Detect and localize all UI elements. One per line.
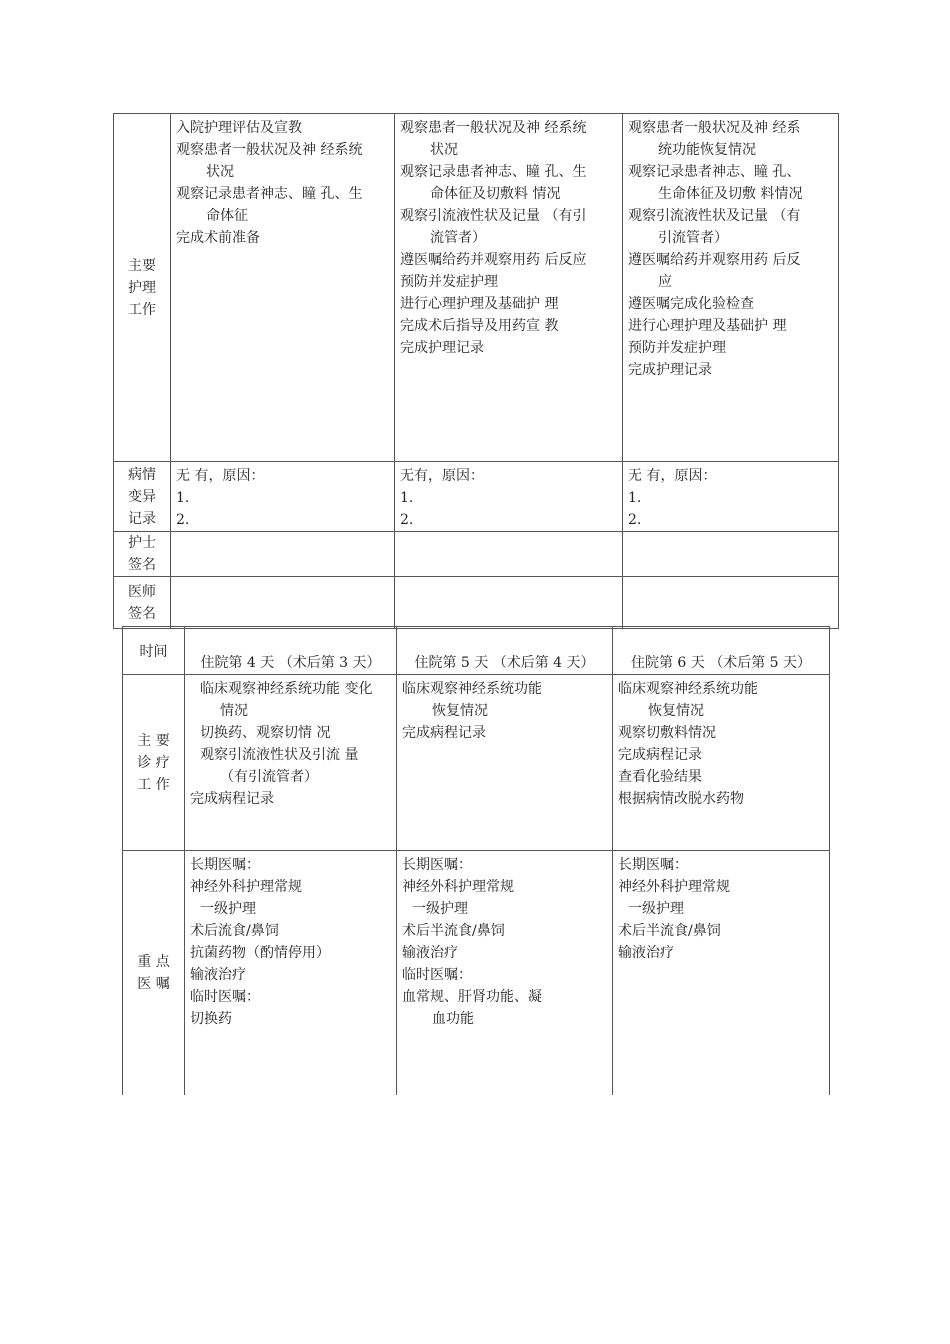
cell-line: 临时医嘱： bbox=[190, 989, 260, 1005]
nursing-work-row bbox=[114, 114, 839, 462]
row-label bbox=[114, 462, 171, 532]
day-cell bbox=[623, 114, 839, 462]
cell-line: 查看化验结果 bbox=[618, 769, 702, 785]
cell-line: 进行心理护理及基础护 理 bbox=[400, 296, 559, 312]
cell-line: 观察引流液性状及记量 （有引 bbox=[400, 208, 587, 224]
cell-line: 血功能 bbox=[432, 1011, 474, 1027]
signature-cell[interactable] bbox=[623, 532, 839, 577]
cell-line: 完成病程记录 bbox=[402, 725, 486, 741]
day-cell bbox=[395, 462, 623, 532]
cell-line: 一级护理 bbox=[200, 901, 256, 917]
cell-line: 术后半流食/鼻饲 bbox=[618, 923, 721, 939]
cell-line: 根据病情改脱水药物 bbox=[618, 791, 744, 807]
row-label bbox=[114, 532, 171, 577]
cell-line: 一级护理 bbox=[412, 901, 468, 917]
row-label-text: 护理 bbox=[128, 279, 156, 296]
cell-line: 情况 bbox=[220, 703, 248, 719]
cell-line: 完成护理记录 bbox=[400, 340, 484, 356]
key-orders-row bbox=[123, 851, 830, 1095]
row-label-text: 医 嘱 bbox=[137, 975, 170, 992]
cell-line: 观察记录患者神志、瞳 孔、生 bbox=[400, 164, 587, 180]
row-label bbox=[123, 851, 185, 1095]
row-label bbox=[123, 675, 185, 851]
row-label-text: 签名 bbox=[128, 605, 156, 622]
day-header: 住院第 6 天 （术后第 5 天） bbox=[613, 627, 830, 675]
day-cell bbox=[397, 675, 613, 851]
cell-line: 输液治疗 bbox=[618, 945, 674, 961]
cell-line: 术后流食/鼻饲 bbox=[190, 923, 279, 939]
cell-line: 完成护理记录 bbox=[628, 362, 712, 378]
doctor-signature-row bbox=[114, 577, 839, 629]
nurse-signature-row bbox=[114, 532, 839, 577]
cell-line: 抗菌药物（酌情停用） bbox=[190, 945, 330, 961]
row-label bbox=[114, 114, 171, 462]
cell-line: 无有，原因： bbox=[400, 468, 484, 484]
cell-line: 完成术后指导及用药宣 教 bbox=[400, 318, 559, 334]
signature-cell[interactable] bbox=[623, 577, 839, 629]
time-header-row bbox=[123, 627, 830, 675]
cell-line: 无 有，原因： bbox=[628, 468, 717, 484]
treatment-table bbox=[122, 626, 830, 1095]
cell-line: 观察记录患者神志、瞳 孔、 bbox=[628, 164, 801, 180]
cell-line: 完成病程记录 bbox=[190, 791, 274, 807]
signature-cell[interactable] bbox=[171, 532, 395, 577]
cell-line: 切换药 bbox=[190, 1011, 232, 1027]
cell-line: 状况 bbox=[430, 142, 458, 158]
day-header: 住院第 4 天 （术后第 3 天） bbox=[185, 627, 397, 675]
cell-line: 血常规、肝肾功能、凝 bbox=[402, 989, 542, 1005]
row-label-text: 变异 bbox=[128, 488, 156, 505]
time-label: 时间 bbox=[123, 627, 185, 675]
signature-cell[interactable] bbox=[395, 532, 623, 577]
day-cell bbox=[397, 851, 613, 1095]
cell-line: 遵医嘱完成化验检查 bbox=[628, 296, 754, 312]
row-label-text: 主 要 bbox=[137, 732, 170, 749]
day-cell bbox=[171, 114, 395, 462]
variation-record-row bbox=[114, 462, 839, 532]
day-header: 住院第 5 天 （术后第 4 天） bbox=[397, 627, 613, 675]
day-cell bbox=[613, 851, 830, 1095]
day-cell bbox=[623, 462, 839, 532]
cell-line: 入院护理评估及宣教 bbox=[176, 120, 302, 136]
cell-line: 2. bbox=[400, 512, 414, 528]
cell-line: 恢复情况 bbox=[648, 703, 704, 719]
cell-line: 完成病程记录 bbox=[618, 747, 702, 763]
cell-line: 流管者） bbox=[430, 230, 486, 246]
cell-line: 无 有，原因： bbox=[176, 468, 265, 484]
row-label-text: 重 点 bbox=[137, 953, 170, 970]
cell-line: 引流管者） bbox=[658, 230, 728, 246]
cell-line: 术后半流食/鼻饲 bbox=[402, 923, 505, 939]
cell-line: 1. bbox=[176, 490, 190, 506]
day-cell bbox=[185, 675, 397, 851]
cell-line: 进行心理护理及基础护 理 bbox=[628, 318, 787, 334]
row-label-text: 工 作 bbox=[137, 776, 170, 793]
cell-line: 观察记录患者神志、瞳 孔、生 bbox=[176, 186, 363, 202]
cell-line: 遵医嘱给药并观察用药 后反应 bbox=[400, 252, 587, 268]
cell-line: 输液治疗 bbox=[190, 967, 246, 983]
cell-line: 命体征及切敷料 情况 bbox=[430, 186, 561, 202]
cell-line: 统功能恢复情况 bbox=[658, 142, 756, 158]
cell-line: 命体征 bbox=[206, 208, 248, 224]
cell-line: 临床观察神经系统功能 变化 bbox=[200, 681, 373, 697]
nursing-table bbox=[113, 113, 839, 629]
cell-line: 2. bbox=[628, 512, 642, 528]
cell-line: （有引流管者） bbox=[220, 769, 318, 785]
cell-line: 状况 bbox=[206, 164, 234, 180]
cell-line: 一级护理 bbox=[628, 901, 684, 917]
cell-line: 生命体征及切敷 料情况 bbox=[658, 186, 803, 202]
treatment-work-row bbox=[123, 675, 830, 851]
cell-line: 输液治疗 bbox=[402, 945, 458, 961]
cell-line: 临床观察神经系统功能 bbox=[618, 681, 758, 697]
row-label-text: 记录 bbox=[128, 510, 156, 527]
cell-line: 切换药、观察切情 况 bbox=[200, 725, 331, 741]
signature-cell[interactable] bbox=[171, 577, 395, 629]
cell-line: 神经外科护理常规 bbox=[402, 879, 514, 895]
day-cell bbox=[395, 114, 623, 462]
cell-line: 遵医嘱给药并观察用药 后反 bbox=[628, 252, 801, 268]
cell-line: 观察引流液性状及引流 量 bbox=[200, 747, 359, 763]
cell-line: 观察患者一般状况及神 经系统 bbox=[176, 142, 363, 158]
day-cell bbox=[613, 675, 830, 851]
row-label-text: 护士 bbox=[128, 535, 156, 551]
row-label-text: 诊 疗 bbox=[137, 754, 170, 771]
cell-line: 神经外科护理常规 bbox=[190, 879, 302, 895]
cell-line: 临床观察神经系统功能 bbox=[402, 681, 542, 697]
day-cell bbox=[171, 462, 395, 532]
row-label bbox=[114, 577, 171, 629]
cell-line: 1. bbox=[628, 490, 642, 506]
day-cell bbox=[185, 851, 397, 1095]
cell-line: 应 bbox=[658, 274, 672, 290]
cell-line: 恢复情况 bbox=[432, 703, 488, 719]
cell-line: 预防并发症护理 bbox=[400, 274, 498, 290]
cell-line: 神经外科护理常规 bbox=[618, 879, 730, 895]
cell-line: 2. bbox=[176, 512, 190, 528]
row-label-text: 签名 bbox=[128, 557, 156, 573]
row-label-text: 主要 bbox=[128, 257, 156, 274]
row-label-text: 工作 bbox=[128, 301, 156, 318]
cell-line: 完成术前准备 bbox=[176, 230, 260, 246]
cell-line: 预防并发症护理 bbox=[628, 340, 726, 356]
row-label-text: 病情 bbox=[128, 466, 156, 483]
row-label-text: 医师 bbox=[128, 583, 156, 600]
cell-line: 1. bbox=[400, 490, 414, 506]
cell-line: 长期医嘱： bbox=[618, 857, 688, 873]
cell-line: 临时医嘱： bbox=[402, 967, 472, 983]
signature-cell[interactable] bbox=[395, 577, 623, 629]
cell-line: 观察患者一般状况及神 经系 bbox=[628, 120, 801, 136]
cell-line: 观察切敷料情况 bbox=[618, 725, 716, 741]
cell-line: 观察患者一般状况及神 经系统 bbox=[400, 120, 587, 136]
cell-line: 长期医嘱： bbox=[402, 857, 472, 873]
cell-line: 长期医嘱： bbox=[190, 857, 260, 873]
cell-line: 观察引流液性状及记量 （有 bbox=[628, 208, 801, 224]
